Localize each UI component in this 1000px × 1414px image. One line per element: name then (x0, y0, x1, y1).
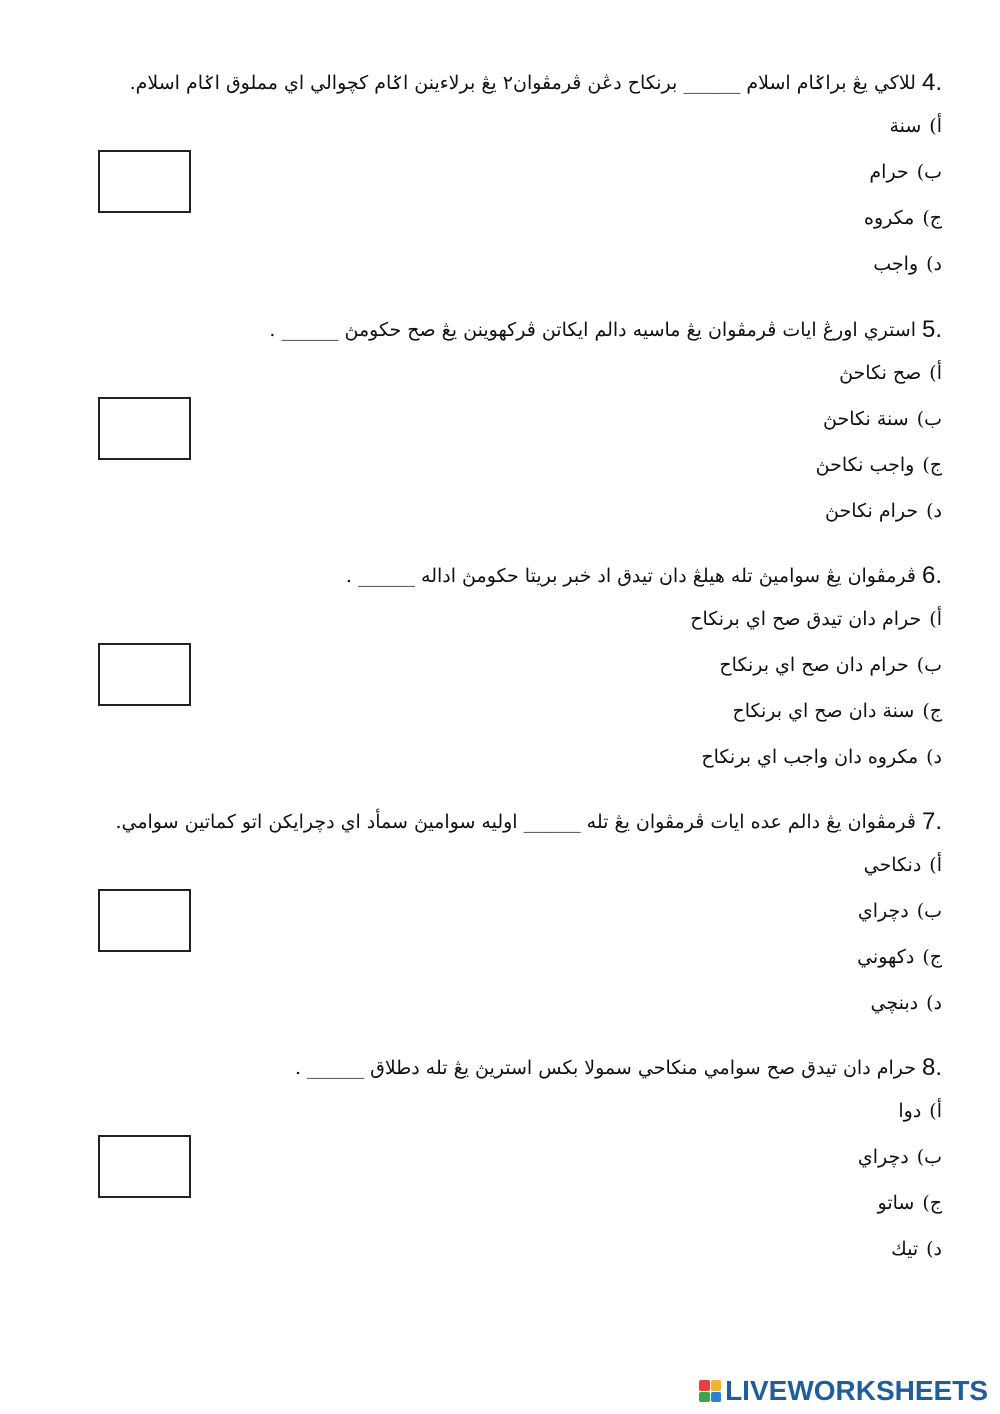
option-text: مكروه (864, 207, 915, 229)
question-8-line (295, 1051, 942, 1085)
option-letter: ب) (916, 1146, 942, 1168)
question-5-answer-box[interactable] (98, 397, 191, 460)
option-letter: ب) (916, 161, 942, 183)
question-8-number: 8. (921, 1054, 942, 1081)
option-letter: د) (926, 992, 942, 1014)
option-letter: أ) (929, 608, 942, 630)
option-letter: ب) (916, 408, 942, 430)
option-text: دنكاحي (863, 854, 922, 876)
option-text: حرام (869, 161, 909, 183)
option-text: تيك (891, 1238, 919, 1260)
option-letter: د) (926, 746, 942, 768)
option-text: سنة نكاحڽ (823, 408, 909, 430)
question-7 (0, 805, 1000, 1025)
option-text: دچراي (857, 1146, 909, 1168)
question-4-option-d (873, 248, 942, 280)
option-text: حرام نكاحڽ (825, 500, 919, 522)
question-4-option-b (869, 156, 942, 188)
question-4-option-a (889, 110, 942, 142)
question-6-line (346, 559, 942, 593)
question-5-option-d (825, 495, 942, 527)
option-text: حرام دان صح اي برنكاح (719, 654, 909, 676)
question-6-option-d (701, 741, 942, 773)
question-5 (0, 313, 1000, 533)
question-4-option-c (864, 202, 942, 234)
option-text: حرام دان تيدق صح اي برنكاح (690, 608, 922, 630)
option-text: دچراي (857, 900, 909, 922)
option-letter: أ) (929, 1100, 942, 1122)
option-text: ساتو (877, 1192, 915, 1214)
question-7-option-c (857, 941, 942, 973)
question-8-option-a (898, 1095, 942, 1127)
question-8-text: حرام دان تيدق صح سوامي منكاحي سمولا بكس استريڽ يڠ تله دطلاق ______ . (294, 1057, 916, 1079)
question-5-option-c (816, 449, 942, 481)
option-letter: ج) (922, 454, 942, 476)
question-4 (0, 66, 1000, 286)
question-5-number: 5. (921, 316, 942, 343)
question-5-line (269, 313, 942, 347)
option-letter: ج) (922, 700, 942, 722)
option-text: واجب نكاحڽ (815, 454, 915, 476)
option-text: واجب (873, 253, 919, 275)
question-7-line (115, 805, 942, 839)
question-6 (0, 559, 1000, 779)
option-letter: د) (926, 500, 942, 522)
option-letter: د) (926, 1238, 942, 1260)
question-8-answer-box[interactable] (98, 1135, 191, 1198)
option-letter: د) (926, 253, 942, 275)
option-letter: ج) (922, 207, 942, 229)
option-letter: ج) (922, 946, 942, 968)
logo-square (699, 1392, 710, 1403)
question-4-text: للاكي يڠ براݢام اسلام ______ برنكاح دڠن ڤرمڤوان٢ يڠ برلاءينن اݢام كچوالي اي مملوق اݢام اسلام. (129, 72, 916, 94)
liveworksheets-logo-icon (699, 1380, 721, 1402)
question-5-option-a (839, 357, 942, 389)
option-letter: أ) (929, 854, 942, 876)
option-letter: ب) (916, 900, 942, 922)
question-4-number: 4. (921, 69, 942, 96)
question-6-answer-box[interactable] (98, 643, 191, 706)
option-letter: أ) (929, 362, 942, 384)
question-8 (0, 1051, 1000, 1271)
question-4-line (130, 66, 942, 100)
question-7-option-d (871, 987, 942, 1019)
question-7-option-b (858, 895, 942, 927)
question-8-option-d (891, 1233, 942, 1265)
question-6-number: 6. (921, 562, 942, 589)
logo-square (711, 1380, 722, 1391)
option-text: دبنچي (870, 992, 919, 1014)
question-7-text: ڤرمڤوان يڠ دالم عده ايات ڤرمڤوان يڠ تله ______ اوليه سواميڽ سمأد اي دچرايكن اتو كماتين سوامي. (115, 811, 916, 833)
question-8-option-b (858, 1141, 942, 1173)
liveworksheets-brand (699, 1374, 988, 1408)
question-6-option-a (690, 603, 942, 635)
question-7-answer-box[interactable] (98, 889, 191, 952)
question-8-option-c (878, 1187, 943, 1219)
option-letter: ج) (922, 1192, 942, 1214)
question-6-option-c (732, 695, 942, 727)
option-text: سنة دان صح اي برنكاح (732, 700, 915, 722)
option-letter: أ) (929, 115, 942, 137)
option-text: سنة (889, 115, 922, 137)
question-7-number: 7. (921, 808, 942, 835)
question-7-option-a (864, 849, 942, 881)
question-6-option-b (719, 649, 942, 681)
question-5-option-b (823, 403, 942, 435)
question-4-answer-box[interactable] (98, 150, 191, 213)
option-text: دوا (898, 1100, 922, 1122)
question-5-text: استري اورڠ ايات ڤرمڤوان يڠ ماسيه دالم ايكاتن ڤركهوينن يڠ صح حكومڽ ______ . (269, 319, 916, 341)
option-text: دكهوني (857, 946, 915, 968)
brand-text: LIVEWORKSHEETS (725, 1375, 988, 1406)
option-text: صح نكاحڽ (839, 362, 922, 384)
logo-square (699, 1380, 710, 1391)
option-letter: ب) (916, 654, 942, 676)
question-6-text: ڤرمڤوان يڠ سواميڽ تله هيلڠ دان تيدق اد خبر بريتا حكومڽ اداله ______ . (345, 565, 916, 587)
option-text: مكروه دان واجب اي برنكاح (701, 746, 919, 768)
logo-square (711, 1392, 722, 1403)
